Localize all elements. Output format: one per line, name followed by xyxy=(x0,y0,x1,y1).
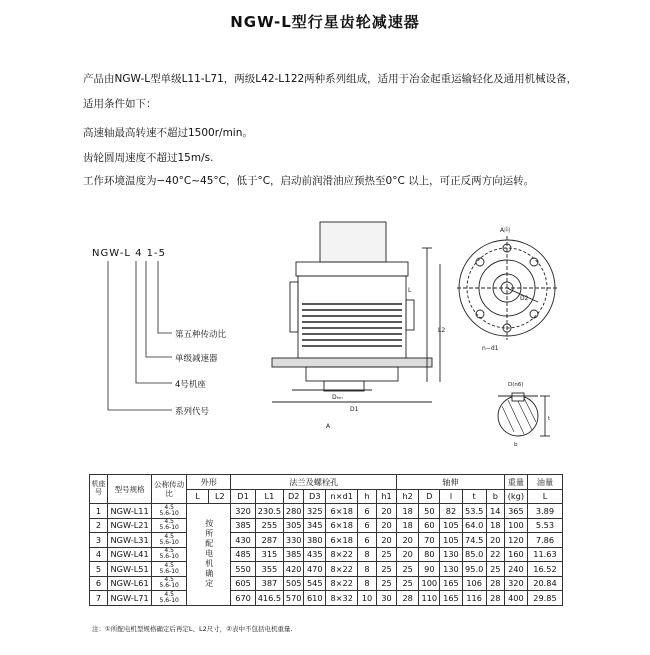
table-cell: 25 xyxy=(377,562,397,577)
table-cell xyxy=(152,547,187,562)
code-label-ratio: 第五种传动比 xyxy=(175,330,227,340)
table-cell: 3.89 xyxy=(528,504,563,519)
table-cell: 16.52 xyxy=(528,562,563,577)
table-cell: 8×22 xyxy=(326,576,358,591)
table-cell: 5 xyxy=(90,562,108,577)
table-cell: 8×32 xyxy=(326,591,358,606)
table-cell: 6×18 xyxy=(326,504,358,519)
table-cell: 20 xyxy=(397,547,419,562)
table-cell: 50 xyxy=(419,504,440,519)
table-cell: 20 xyxy=(377,533,397,548)
table-cell: 18 xyxy=(397,518,419,533)
flange-a-view xyxy=(452,222,567,357)
table-cell: 670 xyxy=(231,591,255,606)
table-row xyxy=(90,576,563,591)
reducer-side-view xyxy=(262,212,447,432)
header-D: D xyxy=(419,489,440,504)
table-cell: 25 xyxy=(377,547,397,562)
table-cell: 6 xyxy=(90,576,108,591)
header-h2: h2 xyxy=(397,489,419,504)
table-cell: 8 xyxy=(358,576,377,591)
table-cell: 28 xyxy=(486,576,504,591)
table-cell: 53.5 xyxy=(462,504,486,519)
header-oil: 油量 xyxy=(528,475,563,490)
table-cell: 11.63 xyxy=(528,547,563,562)
table-cell: 29.85 xyxy=(528,591,563,606)
ratio-range: 5.6-10 xyxy=(159,524,179,532)
table-cell: 470 xyxy=(304,562,326,577)
header-nd1: n×d1 xyxy=(326,489,358,504)
table-cell: 105 xyxy=(440,518,462,533)
header-frame-no: 机座号 xyxy=(90,475,108,504)
table-cell: 110 xyxy=(419,591,440,606)
a-view-label: A向 xyxy=(500,227,511,234)
table-cell: 400 xyxy=(504,591,527,606)
table-cell: 545 xyxy=(304,576,326,591)
table-cell: 25 xyxy=(397,576,419,591)
intro-line-2: 适用条件如下： xyxy=(83,98,157,110)
table-cell: 605 xyxy=(231,576,255,591)
table-cell: 255 xyxy=(255,518,283,533)
intro-line-5: 工作环境温度为−40°C~45°C，低于°C，启动前润滑油应预热至0°C 以上，可正反两方向运转。 xyxy=(83,175,535,187)
table-cell: 430 xyxy=(231,533,255,548)
ratio-range: 5.6-10 xyxy=(159,582,179,590)
spec-table xyxy=(89,474,563,606)
table-cell: 420 xyxy=(284,562,304,577)
dim-D2: D2 xyxy=(520,295,529,302)
header-outer: 外形 xyxy=(187,475,231,490)
table-cell: 95.0 xyxy=(462,562,486,577)
table-cell: 120 xyxy=(504,533,527,548)
ratio-value: 4.5 xyxy=(164,547,174,555)
table-cell: 18 xyxy=(397,504,419,519)
table-cell: 7.86 xyxy=(528,533,563,548)
table-cell: 6×18 xyxy=(326,533,358,548)
ratio-range: 5.6-10 xyxy=(159,567,179,575)
table-cell: 74.5 xyxy=(462,533,486,548)
table-cell: 6 xyxy=(358,518,377,533)
intro-line-1: 产品由NGW-L型单级L11-L71，两级L42-L122两种系列组成，适用于冶金起重运输轻化及通用机械设备， xyxy=(83,73,578,85)
code-label-frame: 4号机座 xyxy=(175,380,206,390)
dim-L: L xyxy=(408,287,412,294)
table-cell: 70 xyxy=(419,533,440,548)
ratio-range: 5.6-10 xyxy=(159,538,179,546)
table-cell: 90 xyxy=(419,562,440,577)
table-cell: 416.5 xyxy=(255,591,283,606)
table-cell: 485 xyxy=(231,547,255,562)
header-h: h xyxy=(358,489,377,504)
model-code: NGW-L 4 1-5 xyxy=(92,248,166,259)
header-L1: L1 xyxy=(255,489,283,504)
table-row xyxy=(90,547,563,562)
header-model: 型号规格 xyxy=(107,475,151,504)
table-cell: 385 xyxy=(231,518,255,533)
table-row xyxy=(90,591,563,606)
header-D1: D1 xyxy=(231,489,255,504)
table-cell: 116 xyxy=(462,591,486,606)
header-L: L xyxy=(187,489,209,504)
header-D3: D3 xyxy=(304,489,326,504)
code-label-stage: 单级减速器 xyxy=(175,354,218,364)
intro-line-4: 齿轮圆周速度不超过15m/s. xyxy=(83,152,214,164)
table-cell: 240 xyxy=(504,562,527,577)
table-cell: 82 xyxy=(440,504,462,519)
table-cell: 85.0 xyxy=(462,547,486,562)
dim-shaft-d: D(n6) xyxy=(508,382,524,388)
intro-line-3: 高速轴最高转速不超过1500r/min。 xyxy=(83,127,253,139)
table-cell xyxy=(152,533,187,548)
table-cell: 30 xyxy=(377,591,397,606)
table-cell: 130 xyxy=(440,547,462,562)
dim-t: t xyxy=(548,416,551,422)
table-cell: 130 xyxy=(440,562,462,577)
table-cell: 435 xyxy=(304,547,326,562)
dim-nd1: n−d1 xyxy=(482,345,499,352)
section-label: A xyxy=(326,423,331,430)
header-t: t xyxy=(462,489,486,504)
table-cell: NGW-L41 xyxy=(107,547,151,562)
table-cell: 320 xyxy=(504,576,527,591)
header-weight: 重量 xyxy=(504,475,527,490)
header-ratio: 公称传动比 xyxy=(152,475,187,504)
table-cell: 320 xyxy=(231,504,255,519)
motor-determined-note: 按所配电机确定 xyxy=(187,504,231,606)
table-cell: 280 xyxy=(284,504,304,519)
table-cell xyxy=(152,562,187,577)
table-cell: 10 xyxy=(358,591,377,606)
dim-Dbase: Dₕₘ xyxy=(332,394,343,401)
header-l: l xyxy=(440,489,462,504)
table-cell: 80 xyxy=(419,547,440,562)
table-cell: 165 xyxy=(440,576,462,591)
ratio-range: 5.6-10 xyxy=(159,509,179,517)
table-row xyxy=(90,562,563,577)
table-cell: 6×18 xyxy=(326,518,358,533)
table-cell: 106 xyxy=(462,576,486,591)
table-cell: 20 xyxy=(377,518,397,533)
table-cell: 14 xyxy=(486,504,504,519)
table-cell: 550 xyxy=(231,562,255,577)
table-row xyxy=(90,533,563,548)
table-cell xyxy=(152,504,187,519)
table-cell: 28 xyxy=(397,591,419,606)
header-D2: D2 xyxy=(284,489,304,504)
header-kg: (kg) xyxy=(504,489,527,504)
table-cell: 20 xyxy=(377,504,397,519)
table-cell: 8 xyxy=(358,547,377,562)
header-h1: h1 xyxy=(377,489,397,504)
ratio-range: 5.6-10 xyxy=(159,553,179,561)
table-cell: 6 xyxy=(358,504,377,519)
table-cell: 20.84 xyxy=(528,576,563,591)
table-cell: 4 xyxy=(90,547,108,562)
ratio-value: 4.5 xyxy=(164,532,174,540)
table-cell xyxy=(152,576,187,591)
header-b: b xyxy=(486,489,504,504)
table-cell: NGW-L71 xyxy=(107,591,151,606)
table-cell: 287 xyxy=(255,533,283,548)
table-cell: 8×22 xyxy=(326,562,358,577)
table-cell: 20 xyxy=(486,533,504,548)
table-cell: 20 xyxy=(397,533,419,548)
ratio-value: 4.5 xyxy=(164,503,174,511)
ratio-range: 5.6-10 xyxy=(159,596,179,604)
dim-L2: L2 xyxy=(438,327,446,334)
table-cell: 505 xyxy=(284,576,304,591)
table-cell: NGW-L51 xyxy=(107,562,151,577)
table-cell: 387 xyxy=(255,576,283,591)
table-cell: 100 xyxy=(419,576,440,591)
table-cell: 345 xyxy=(304,518,326,533)
ratio-value: 4.5 xyxy=(164,576,174,584)
table-cell: NGW-L31 xyxy=(107,533,151,548)
table-cell: 22 xyxy=(486,547,504,562)
header-flange: 法兰及螺栓孔 xyxy=(231,475,397,490)
shaft-section xyxy=(490,378,565,448)
ratio-value: 4.5 xyxy=(164,561,174,569)
table-cell: 8×22 xyxy=(326,547,358,562)
table-note: 注：①所配电机型规格确定后再定L、L2尺寸，②表中不包括电机重量. xyxy=(92,625,293,633)
table-cell: 28 xyxy=(486,591,504,606)
table-cell: 1 xyxy=(90,504,108,519)
table-cell: 325 xyxy=(304,504,326,519)
table-row xyxy=(90,518,563,533)
table-cell: 60 xyxy=(419,518,440,533)
dim-D1: D1 xyxy=(350,406,359,413)
table-cell: 385 xyxy=(284,547,304,562)
table-cell: 18 xyxy=(486,518,504,533)
table-cell xyxy=(152,591,187,606)
table-cell: 610 xyxy=(304,591,326,606)
table-cell: 330 xyxy=(284,533,304,548)
table-cell: NGW-L21 xyxy=(107,518,151,533)
ratio-value: 4.5 xyxy=(164,590,174,598)
table-cell: 230.5 xyxy=(255,504,283,519)
table-cell xyxy=(152,518,187,533)
table-cell: 25 xyxy=(397,562,419,577)
ratio-value: 4.5 xyxy=(164,518,174,526)
table-cell: 380 xyxy=(304,533,326,548)
table-cell: 315 xyxy=(255,547,283,562)
table-cell: 100 xyxy=(504,518,527,533)
model-code-leaders xyxy=(90,255,180,420)
table-cell: NGW-L61 xyxy=(107,576,151,591)
table-cell: 3 xyxy=(90,533,108,548)
header-shaft: 轴伸 xyxy=(397,475,505,490)
code-label-series: 系列代号 xyxy=(175,407,210,417)
table-cell: 7 xyxy=(90,591,108,606)
table-cell: 165 xyxy=(440,591,462,606)
table-cell: 355 xyxy=(255,562,283,577)
table-cell: 6 xyxy=(358,533,377,548)
table-cell: 25 xyxy=(377,576,397,591)
table-cell: NGW-L11 xyxy=(107,504,151,519)
header-L2: L2 xyxy=(209,489,231,504)
table-cell: 365 xyxy=(504,504,527,519)
table-cell: 105 xyxy=(440,533,462,548)
table-cell: 570 xyxy=(284,591,304,606)
dim-b: b xyxy=(514,442,518,448)
table-row xyxy=(90,504,563,519)
table-cell: 2 xyxy=(90,518,108,533)
table-cell: 160 xyxy=(504,547,527,562)
header-oil-unit: L xyxy=(528,489,563,504)
table-cell: 305 xyxy=(284,518,304,533)
table-cell: 25 xyxy=(486,562,504,577)
page-title: NGW-L型行星齿轮减速器 xyxy=(230,13,420,31)
table-cell: 5.53 xyxy=(528,518,563,533)
table-cell: 8 xyxy=(358,562,377,577)
table-cell: 64.0 xyxy=(462,518,486,533)
